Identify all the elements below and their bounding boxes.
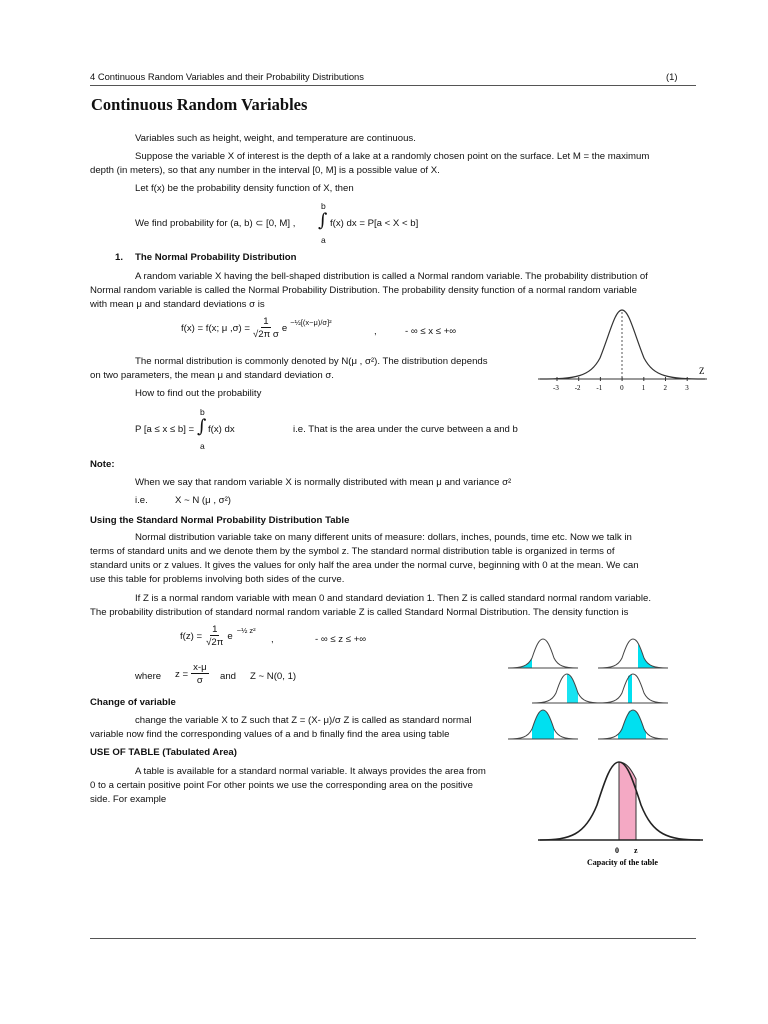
prob-lead: We find probability for (a, b) ⊂ [0, M] ,: [135, 218, 296, 229]
change-var-l2: variable now find the corresponding values of a and b finally find the area using table: [90, 729, 450, 740]
bell-curve-figure: [535, 303, 710, 403]
curve-middle-right: [532, 674, 602, 703]
axis-tick-label: 1: [641, 384, 646, 392]
prob-ie: i.e. That is the area under the curve between a and b: [293, 424, 518, 435]
std-l3: standard units or z values. It gives the values for only half the area under the normal curve, beginning with 0 at the mean. We can: [90, 560, 639, 571]
capacity-zero: 0: [615, 846, 619, 855]
note-label: Note:: [90, 459, 115, 470]
page-title: Continuous Random Variables: [91, 95, 308, 114]
chapter-header: 4 Continuous Random Variables and their Probability Distributions: [90, 71, 364, 82]
z-dist: Z ~ N(0, 1): [250, 671, 297, 682]
curve-wide-band: [598, 710, 668, 739]
fz-lhs: f(z) =: [180, 630, 203, 642]
integral-lower: a: [321, 235, 326, 245]
pdf-range: - ∞ ≤ x ≤ +∞: [405, 326, 457, 337]
prob-lower: a: [200, 441, 205, 451]
pdf-num: 1: [263, 316, 269, 327]
section-number: 1.: [115, 252, 124, 263]
intro-p3: Let f(x) be the probability density function of X, then: [135, 183, 354, 194]
fz-num: 1: [212, 624, 218, 635]
intro-p1: Variables such as height, weight, and temperature are continuous.: [135, 133, 416, 144]
note-line1: When we say that random variable X is normally distributed with mean μ and variance σ²: [135, 477, 512, 488]
pdf-lhs: f(x) = f(x; μ ,σ) =: [181, 322, 251, 334]
prob-upper: b: [200, 407, 205, 417]
std-table-heading: Using the Standard Normal Probability Distribution Table: [90, 515, 350, 526]
capacity-caption: Capacity of the table: [587, 858, 658, 867]
capacity-z: z: [634, 846, 638, 855]
denoted-line1: The normal distribution is commonly denoted by N(μ , σ²). The distribution depends: [135, 356, 488, 367]
and-label: and: [220, 671, 237, 682]
fz-den: √2π: [206, 636, 224, 648]
prob-formula: P [a ≤ x ≤ b] =: [135, 424, 195, 435]
pdf-e: e: [281, 322, 288, 334]
std-l5: If Z is a normal random variable with mean 0 and standard deviation 1. Then Z is called standard normal random variable.: [135, 593, 652, 604]
std-l2: terms of standard units and we denote them by the symbol z. The standard normal distribution table is organized in terms of: [90, 546, 615, 557]
prob-expr: f(x) dx = P[a < X < b]: [330, 218, 419, 229]
integral-upper: b: [321, 201, 326, 211]
z-den: σ: [196, 674, 203, 686]
intro-p2: Suppose the variable X of interest is the depth of a lake at a randomly chosen point on the surface. Let M = the maximum: [135, 151, 650, 162]
capacity-shaded-area: [619, 762, 636, 840]
integral-sign: ∫: [318, 210, 328, 231]
note-dist: X ~ N (μ , σ²): [175, 495, 231, 506]
header-rule: [90, 85, 696, 86]
std-l1: Normal distribution variable take on many different units of measure: dollars, inches, pounds, time etc. Now we talk in: [135, 532, 632, 543]
pdf-den: √2π σ: [253, 328, 279, 340]
axis-tick-label: 0: [620, 384, 624, 392]
how-to: How to find out the probability: [135, 388, 262, 399]
prob-integral-sign: ∫: [197, 416, 207, 437]
fz-e: e: [227, 630, 233, 642]
where-label: where: [135, 671, 162, 682]
use-table-l3: side. For example: [90, 794, 167, 805]
curve-narrow-band: [598, 674, 668, 703]
page-number: (1): [666, 71, 678, 82]
axis-tick-label: -3: [553, 384, 559, 392]
normal-p-line1: A random variable X having the bell-shaped distribution is called a Normal random variable. The probability distribution of: [135, 271, 648, 282]
axis-tick-label: -2: [574, 384, 581, 392]
fz-range: - ∞ ≤ z ≤ +∞: [315, 634, 367, 645]
denoted-line2: on two parameters, the mean μ and standard deviation σ.: [90, 370, 334, 381]
use-table-heading: USE OF TABLE (Tabulated Area): [90, 747, 237, 758]
std-l4: use this table for problems involving both sides of the curve.: [90, 574, 345, 585]
fz-comma: ,: [271, 634, 274, 645]
change-var-heading: Change of variable: [90, 697, 176, 708]
fz-exponent: −½ z²: [236, 625, 256, 635]
intro-p2-cont: depth (in meters), so that any number in the interval [0, M] is a possible value of X.: [90, 165, 440, 176]
z-num: x-μ: [193, 662, 207, 673]
curve-center-band: [508, 710, 578, 739]
axis-tick-label: 2: [663, 384, 667, 392]
footer-rule: [90, 938, 696, 939]
normal-p-line3: with mean μ and standard deviations σ is: [90, 299, 265, 310]
axis-tick-label: 3: [685, 384, 689, 392]
curve-right-tail: [598, 639, 668, 668]
fz-formula: [180, 625, 256, 647]
pdf-formula: [181, 317, 332, 339]
std-l6: The probability distribution of standard normal random variable Z is called Standard Normal Distribution. The density function is: [90, 607, 629, 618]
normal-p-line2: Normal random variable is called the Normal Probability Distribution. The probability density function of a normal random variable: [90, 285, 637, 296]
axis-tick-label: -1: [596, 384, 603, 392]
curve-left-tail: [508, 639, 578, 668]
pdf-exponent: −½[(x−μ)/σ]²: [290, 317, 332, 327]
axis-label-z: Z: [699, 366, 705, 376]
prob-integrand: f(x) dx: [208, 424, 235, 435]
capacity-figure: [535, 755, 710, 870]
change-var-l1: change the variable X to Z such that Z = (X- μ)/σ Z is called as standard normal: [135, 715, 472, 726]
shaded-curves-figure: [508, 633, 698, 745]
z-lhs: z =: [175, 668, 189, 680]
section-heading: The Normal Probability Distribution: [135, 252, 297, 263]
note-ie: i.e.: [135, 495, 148, 506]
z-formula: [175, 663, 209, 685]
use-table-l1: A table is available for a standard normal variable. It always provides the area from: [135, 766, 486, 777]
use-table-l2: 0 to a certain positive point For other points we use the corresponding area on the positive: [90, 780, 473, 791]
pdf-comma: ,: [374, 326, 377, 337]
